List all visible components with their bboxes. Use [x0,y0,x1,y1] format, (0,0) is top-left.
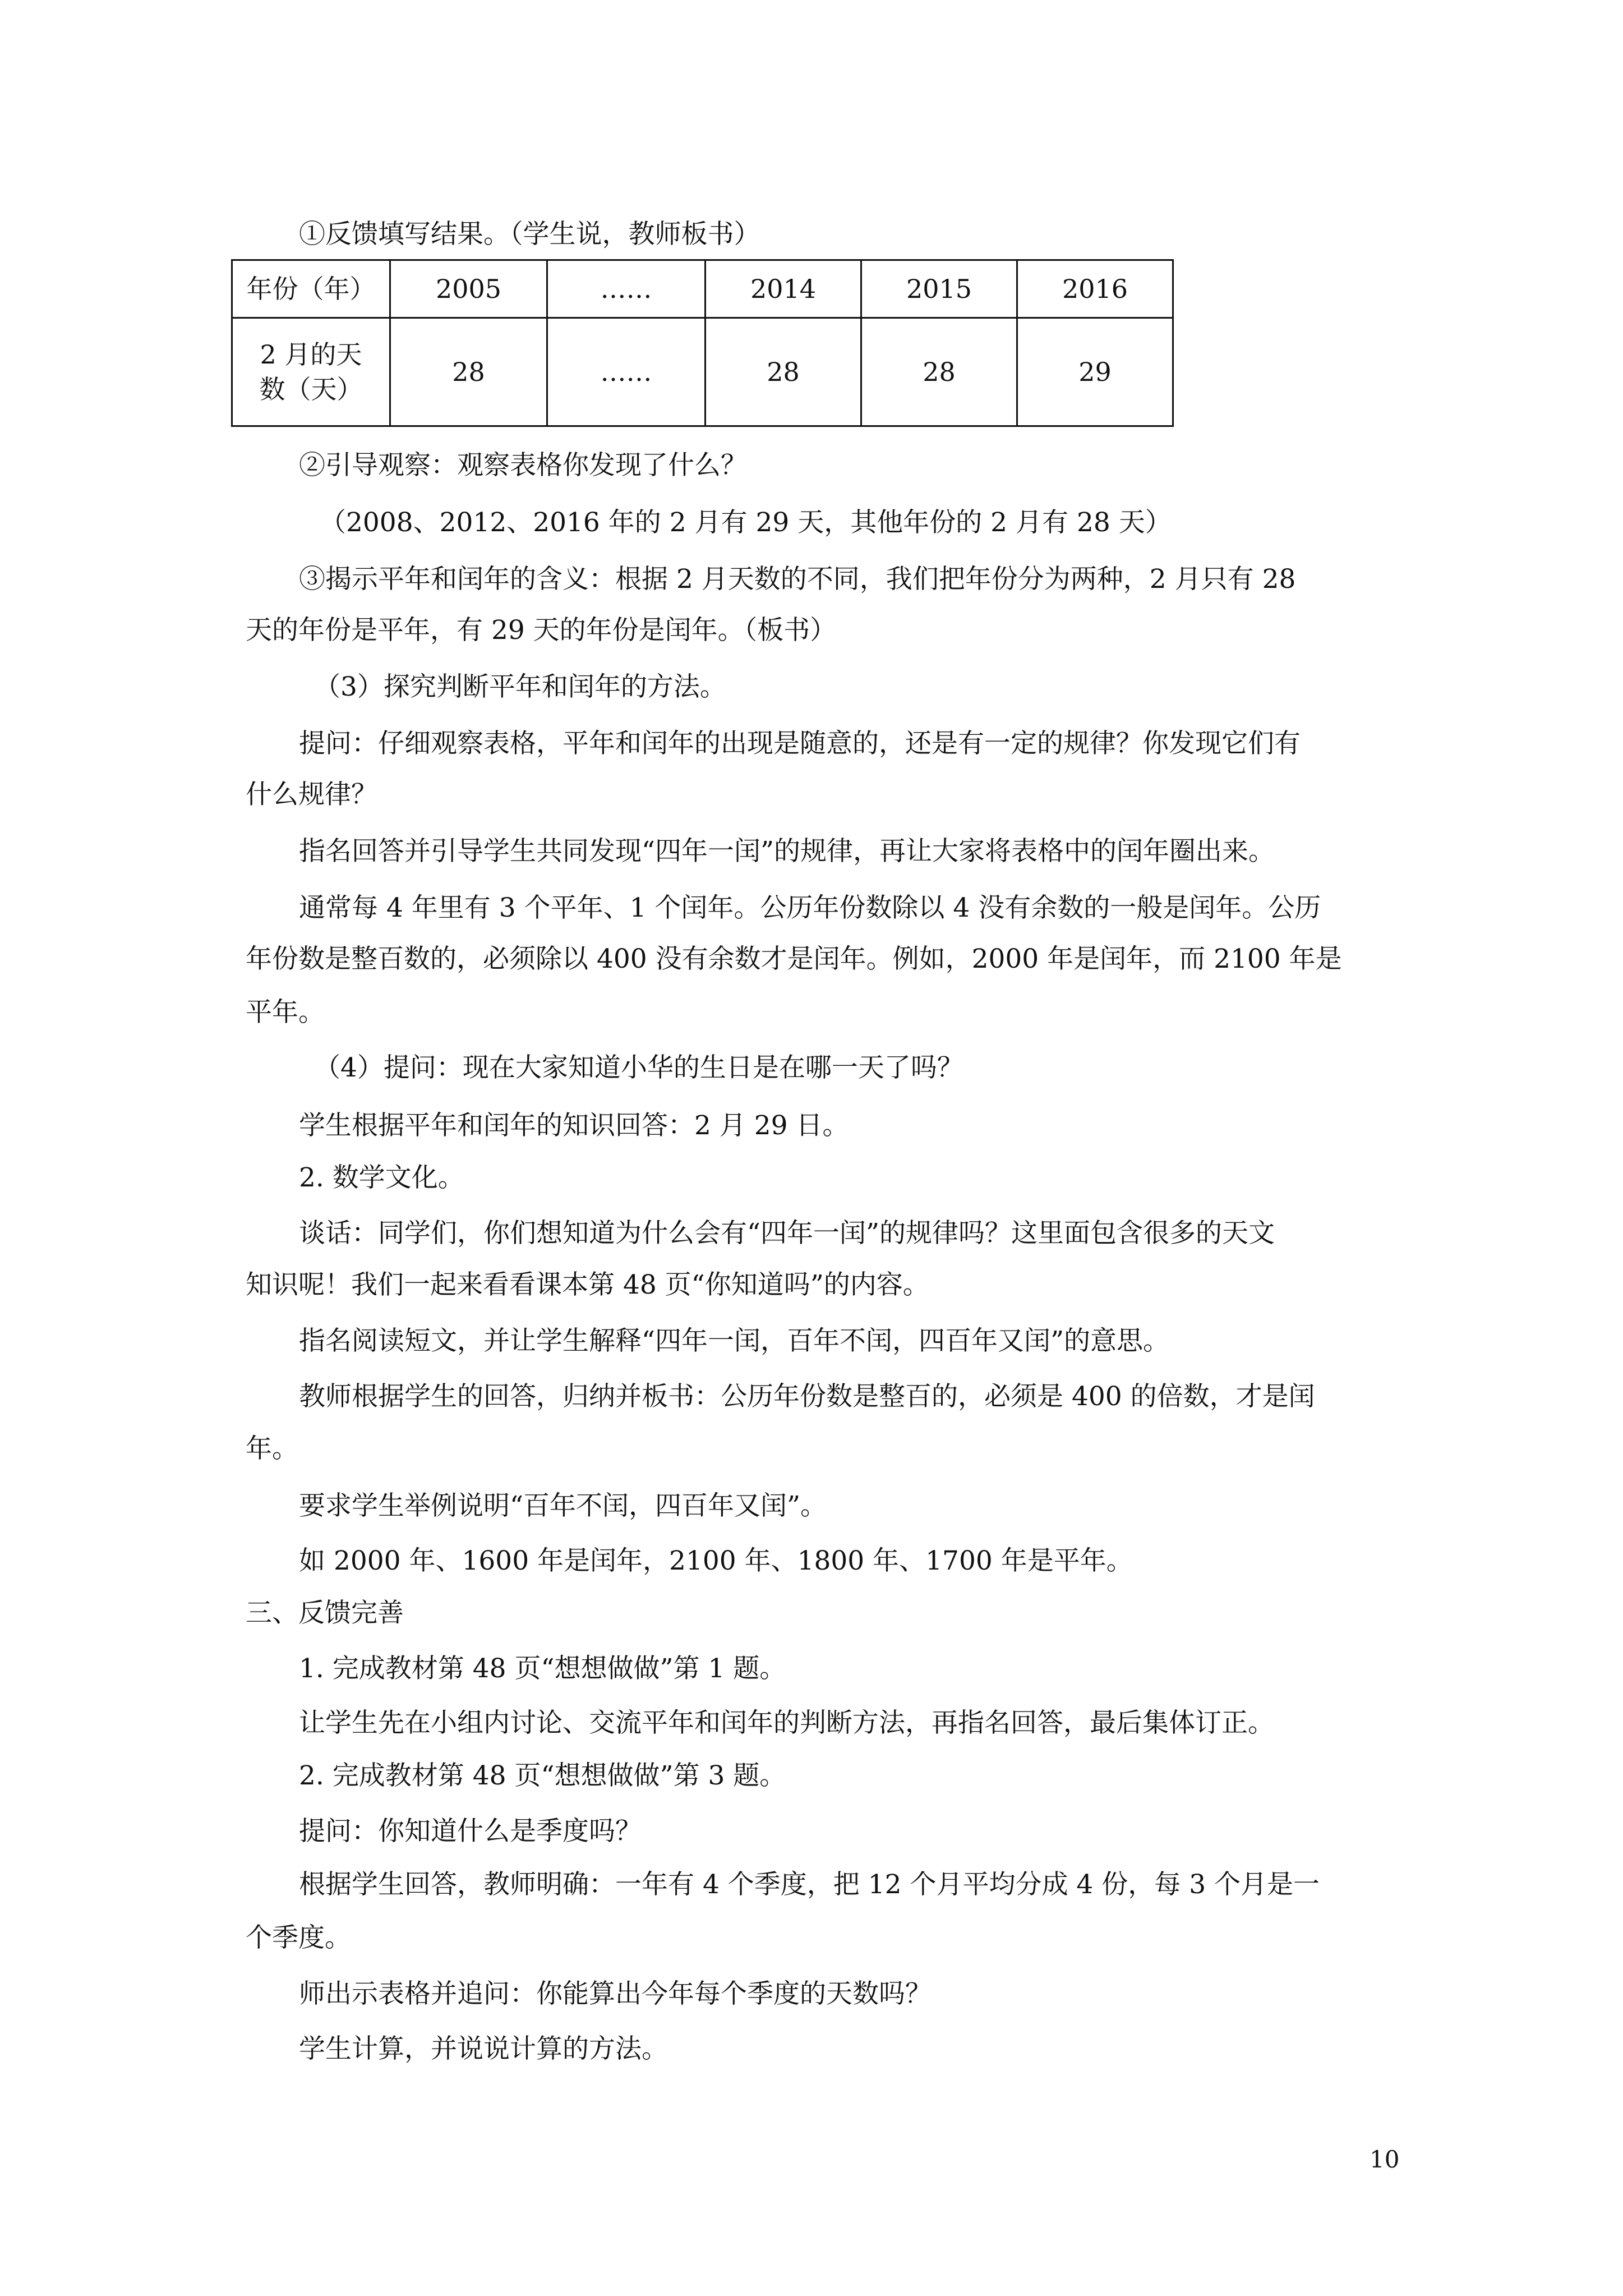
table-row [232,318,1173,426]
year-days-table [231,259,1174,427]
paragraph-line: 2. 数学文化。 [299,1162,464,1193]
paragraph-line: 通常每 4 年里有 3 个平年、1 个闰年。公历年份数除以 4 没有余数的一般是闰年。公历 [299,892,1321,923]
table-header-cell [232,318,390,426]
table-cell: 2015 [861,260,1017,318]
paragraph-line: 1. 完成教材第 48 页“想想做做”第 1 题。 [299,1653,786,1684]
paragraph-line: 根据学生回答，教师明确：一年有 4 个季度，把 12 个月平均分成 4 份，每 3 个月是一 [299,1869,1320,1900]
paragraph-line: （3）探究判断平年和闰年的方法。 [314,671,726,702]
table-cell: …… [547,318,706,426]
paragraph-line: 个季度。 [246,1922,351,1953]
table-header-line: 数（天） [259,374,363,404]
paragraph-line: （4）提问：现在大家知道小华的生日是在哪一天了吗？ [314,1052,963,1083]
paragraph-line: 提问：仔细观察表格，平年和闰年的出现是随意的，还是有一定的规律？你发现它们有 [299,728,1301,759]
paragraph-line: 指名回答并引导学生共同发现“四年一闰”的规律，再让大家将表格中的闰年圈出来。 [299,836,1275,867]
table-row [232,260,1173,318]
paragraph-line: 天的年份是平年，有 29 天的年份是闰年。（板书） [246,615,837,646]
paragraph-line: （2008、2012、2016 年的 2 月有 29 天，其他年份的 2 月有 28 天） [320,507,1172,538]
table-cell: 29 [1017,318,1173,426]
paragraph-line: 谈话：同学们，你们想知道为什么会有“四年一闰”的规律吗？这里面包含很多的天文 [299,1218,1275,1249]
table-cell: …… [547,260,706,318]
table-header-cell: 年份（年） [232,260,390,318]
paragraph-line: 什么规律？ [246,779,377,810]
table-header-line: 2 月的天 [260,339,362,370]
paragraph-line: 提问：你知道什么是季度吗？ [299,1816,642,1847]
paragraph-line: 学生根据平年和闰年的知识回答：2 月 29 日。 [299,1110,849,1141]
paragraph-line: 师出示表格并追问：你能算出今年每个季度的天数吗？ [299,1978,932,2009]
paragraph-line: ③揭示平年和闰年的含义：根据 2 月天数的不同，我们把年份分为两种，2 月只有 28 [299,564,1296,595]
section-heading: 三、反馈完善 [246,1598,404,1628]
table-cell: 2016 [1017,260,1173,318]
paragraph-line: 平年。 [246,997,325,1028]
paragraph-line: 教师根据学生的回答，归纳并板书：公历年份数是整百的，必须是 400 的倍数，才是闰 [299,1381,1315,1412]
paragraph-line: 让学生先在小组内讨论、交流平年和闰年的判断方法，再指名回答，最后集体订正。 [299,1708,1274,1738]
page-number: 10 [1370,2146,1400,2173]
paragraph-line: 要求学生举例说明“百年不闰，四百年又闰”。 [299,1490,827,1521]
paragraph-line: 学生计算，并说说计算的方法。 [299,2033,668,2064]
paragraph-line: 指名阅读短文，并让学生解释“四年一闰，百年不闰，四百年又闰”的意思。 [299,1326,1170,1356]
paragraph-line: 年份数是整百数的，必须除以 400 没有余数才是闰年。例如，2000 年是闰年，而 2100 年是 [246,944,1342,974]
paragraph-line: 年。 [246,1433,298,1464]
table-cell: 28 [861,318,1017,426]
paragraph-line: ①反馈填写结果。（学生说，教师板书） [299,219,760,250]
table-cell: 2014 [706,260,861,318]
table-cell: 28 [390,318,547,426]
table-cell: 28 [706,318,861,426]
paragraph-line: ②引导观察：观察表格你发现了什么？ [299,450,747,481]
table-cell: 2005 [390,260,547,318]
paragraph-line: 2. 完成教材第 48 页“想想做做”第 3 题。 [299,1760,786,1791]
paragraph-line: 如 2000 年、1600 年是闰年，2100 年、1800 年、1700 年是平年。 [299,1545,1133,1576]
paragraph-line: 知识呢！我们一起来看看课本第 48 页“你知道吗”的内容。 [246,1269,929,1300]
